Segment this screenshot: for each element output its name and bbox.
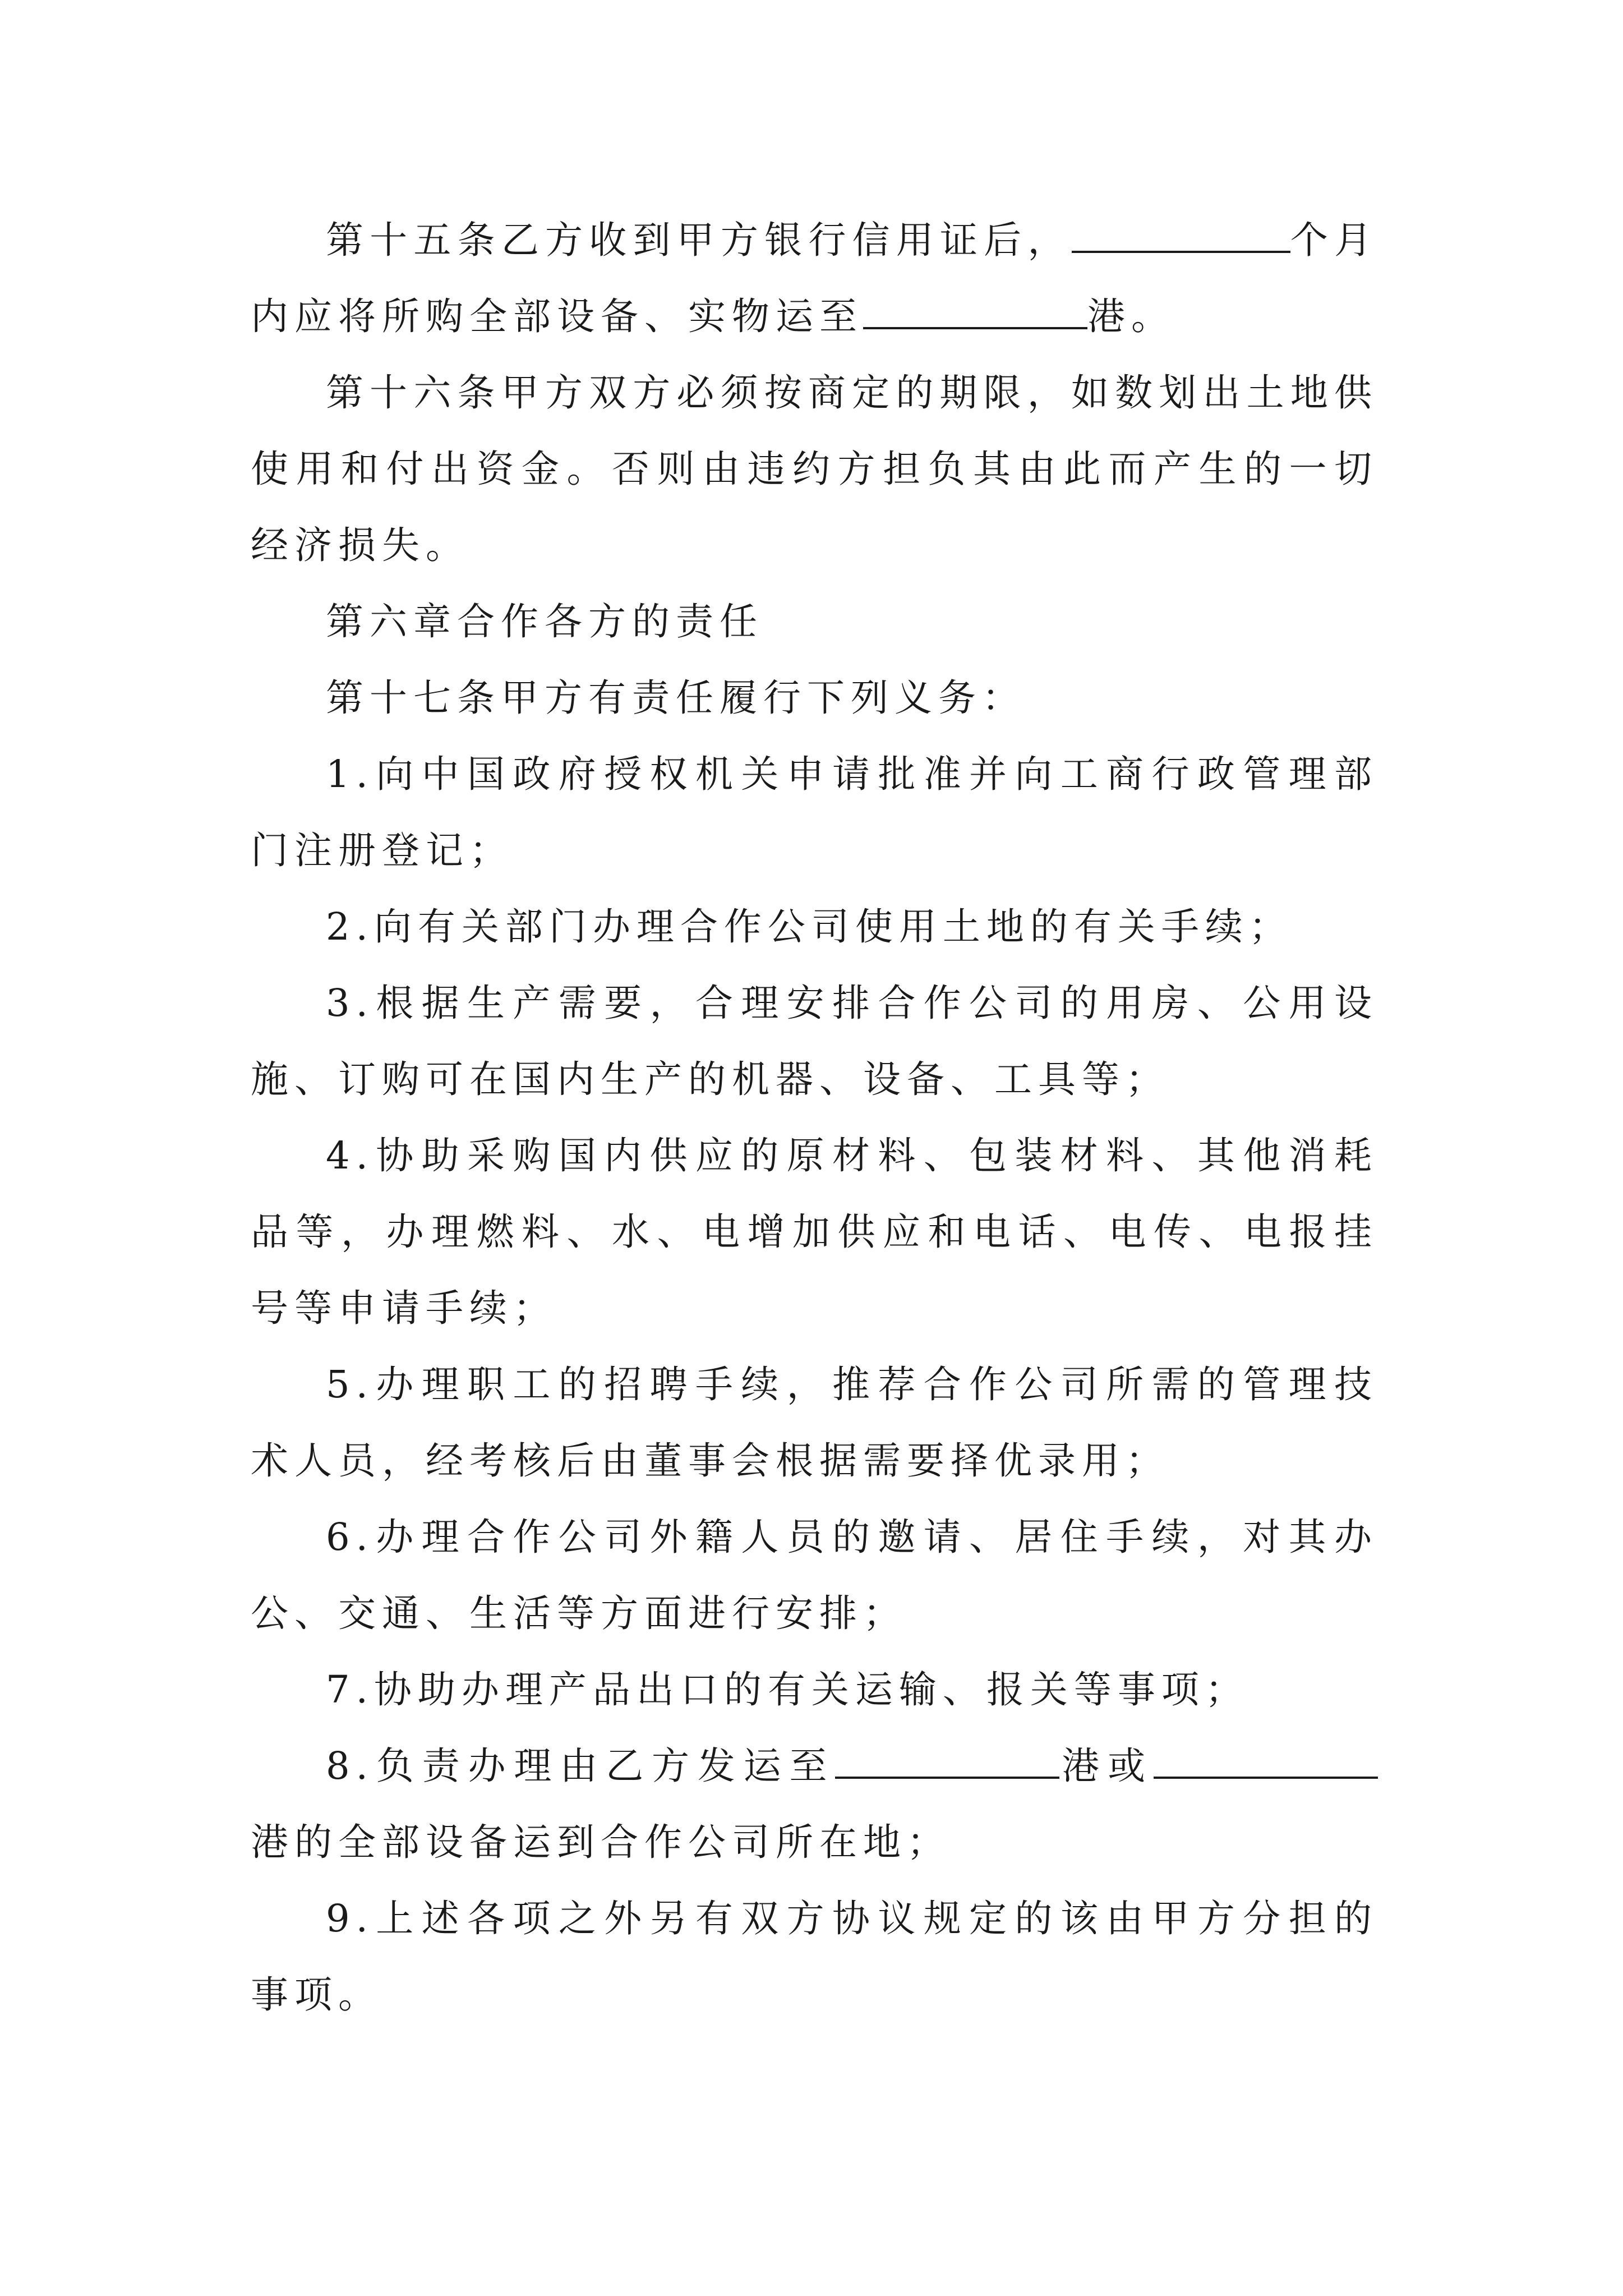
list-item-8-text-2: 港或 [1059, 1744, 1154, 1788]
article-15-text-3: 港。 [1087, 295, 1175, 338]
blank-field-port-2 [1154, 1742, 1378, 1779]
list-item-3: 3.根据生产需要，合理安排合作公司的用房、公用设施、订购可在国内生产的机器、设备、工具等； [251, 981, 1378, 1101]
blank-field-port-1 [835, 1742, 1059, 1779]
list-item-2: 2.向有关部门办理合作公司使用土地的有关手续； [326, 905, 1293, 949]
list-item-8-text-3: 港的全部设备运到合作公司所在地； [251, 1820, 951, 1864]
blank-field-port [863, 292, 1087, 329]
list-item-5: 5.办理职工的招聘手续，推荐合作公司所需的管理技术人员，经考核后由董事会根据需要择优录用； [251, 1363, 1378, 1483]
list-item-8-text-1: 8.负责办理由乙方发运至 [326, 1744, 836, 1788]
blank-field-months [1072, 216, 1290, 253]
article-16: 第十六条甲方双方必须按商定的期限，如数划出土地供使用和付出资金。否则由违约方担负其由此而产生的一切经济损失。 [251, 371, 1378, 567]
article-15-text-2: 个月内应将所购全部设备、实物运至 [251, 218, 1378, 338]
document-page [251, 202, 1378, 2033]
article-15 [251, 202, 1378, 355]
list-item-7: 7.协助办理产品出口的有关运输、报关等事项； [326, 1668, 1249, 1711]
list-item-8 [251, 1728, 1378, 1880]
article-15-text-1: 第十五条乙方收到甲方银行信用证后， [326, 218, 1072, 262]
list-item-6: 6.办理合作公司外籍人员的邀请、居住手续，对其办公、交通、生活等方面进行安排； [251, 1515, 1378, 1635]
list-item-4: 4.协助采购国内供应的原材料、包装材料、其他消耗品等，办理燃料、水、电增加供应和电话、电传、电报挂号等申请手续； [251, 1134, 1378, 1330]
list-item-1: 1.向中国政府授权机关申请批准并向工商行政管理部门注册登记； [251, 752, 1378, 872]
chapter-6-heading: 第六章合作各方的责任 [326, 600, 763, 643]
list-item-9: 9.上述各项之外另有双方协议规定的该由甲方分担的事项。 [251, 1897, 1378, 2017]
article-17-intro: 第十七条甲方有责任履行下列义务： [326, 676, 1026, 720]
